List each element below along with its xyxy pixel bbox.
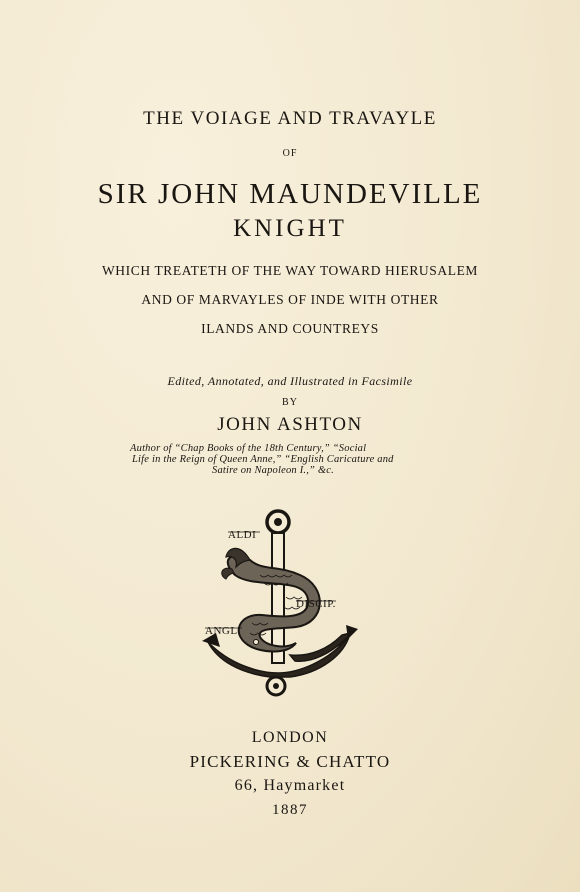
subtitle-line-2: AND OF MARVAYLES OF INDE WITH OTHER <box>141 292 439 307</box>
device-label-angl: ANGL. <box>205 625 241 637</box>
device-label-discip: DISCIP. <box>296 598 336 610</box>
title-rank: KNIGHT <box>233 215 347 242</box>
title-line-1: THE VOIAGE AND TRAVAYLE <box>143 108 437 129</box>
imprint-city: LONDON <box>251 729 329 746</box>
anchor-dolphin-icon <box>200 505 380 700</box>
editor-name: JOHN ASHTON <box>217 414 363 435</box>
imprint-publisher: PICKERING & CHATTO <box>189 752 391 771</box>
device-label-aldi: ALDI <box>228 529 257 541</box>
credits-line-2: Life in the Reign of Queen Anne,” “English Caricature and <box>132 454 394 465</box>
imprint-address: 66, Haymarket <box>234 777 346 794</box>
credits-line-3: Satire on Napoleon I.,” &c. <box>212 465 334 476</box>
subtitle-line-1: WHICH TREATETH OF THE WAY TOWARD HIERUSALEM <box>101 263 479 278</box>
by-line: BY <box>282 397 298 408</box>
edited-line: Edited, Annotated, and Illustrated in Facsimile <box>167 374 413 388</box>
editor-credits <box>130 443 460 476</box>
credits-line-1: Author of “Chap Books of the 18th Century,” “Social <box>130 443 367 454</box>
title-name: SIR JOHN MAUNDEVILLE <box>97 178 483 210</box>
subtitle-line-3: ILANDS AND COUNTREYS <box>201 321 379 336</box>
imprint-year: 1887 <box>272 802 308 818</box>
title-of: OF <box>282 148 298 159</box>
